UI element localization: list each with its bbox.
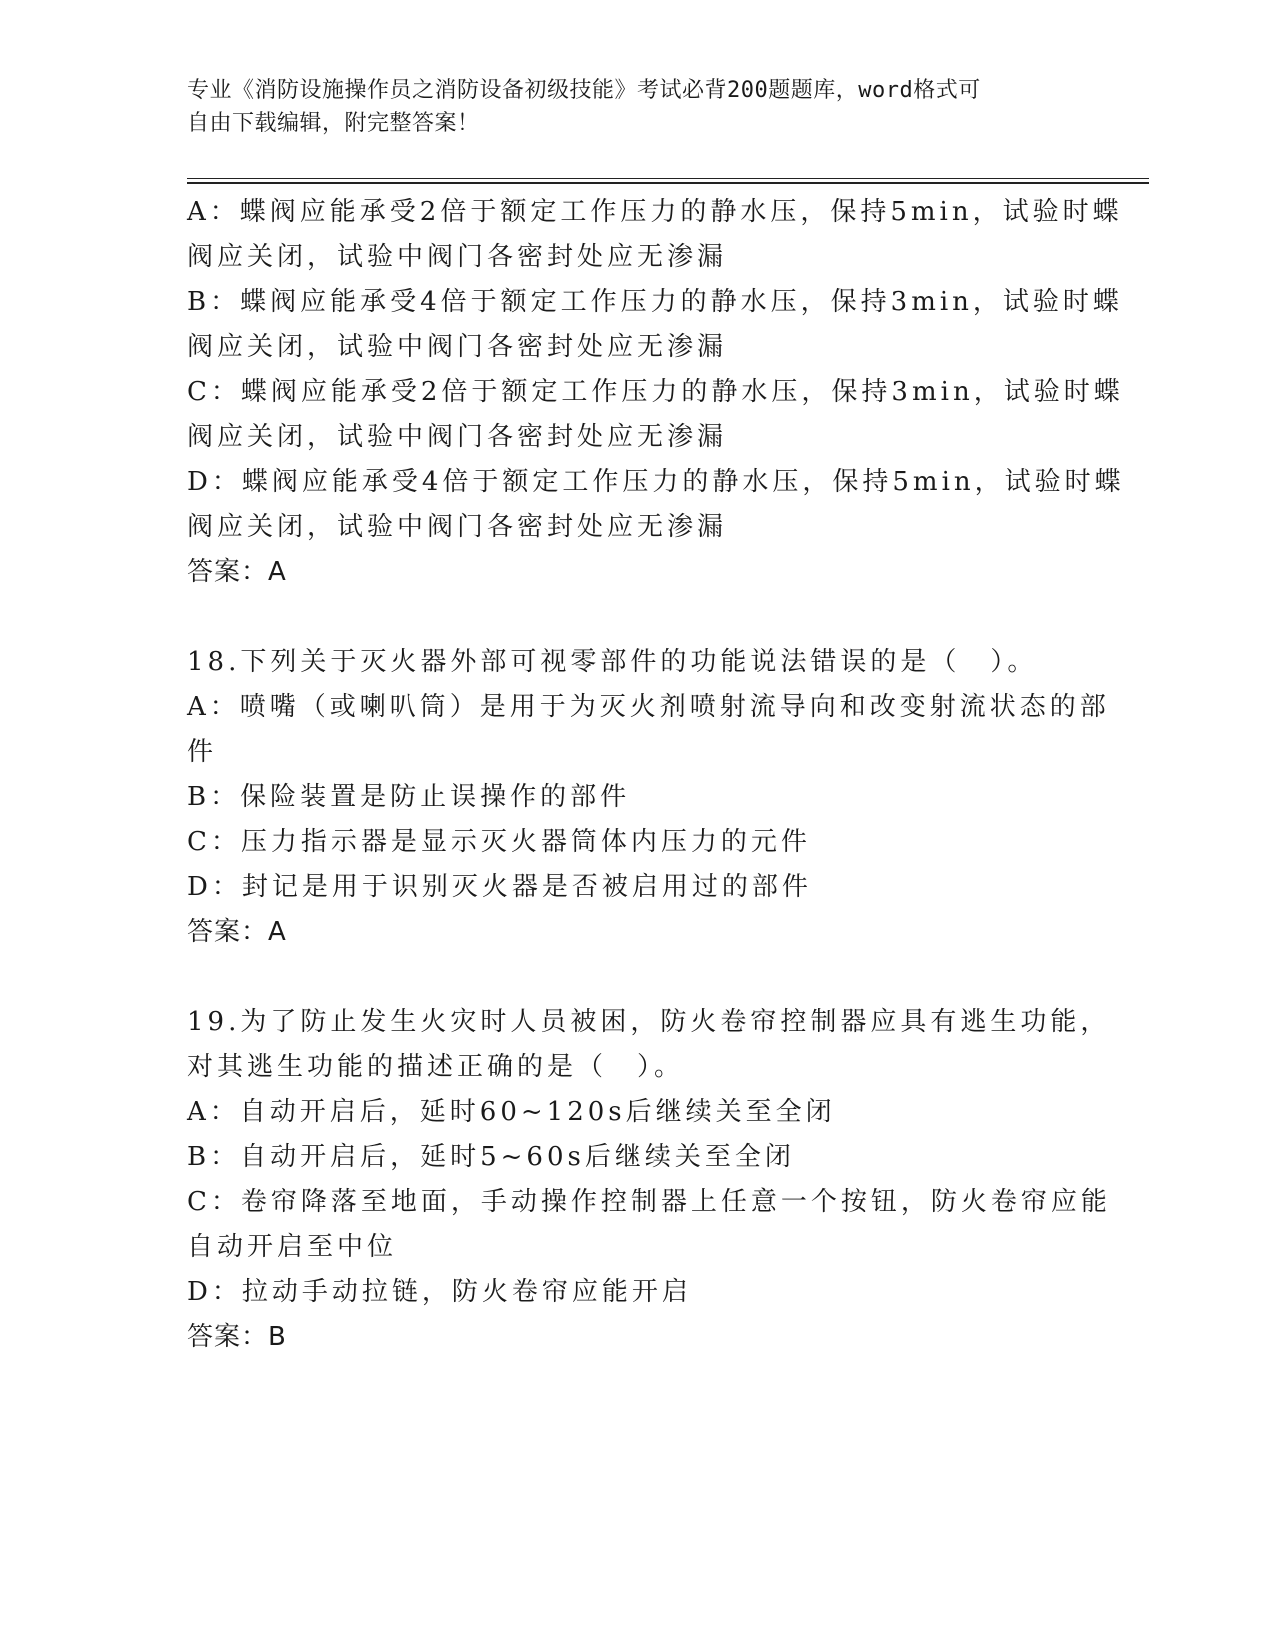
q17-option-b-line-1: B：蝶阀应能承受4倍于额定工作压力的静水压，保持3min，试验时蝶	[187, 287, 1123, 317]
q17-option-c-line-1: C：蝶阀应能承受2倍于额定工作压力的静水压，保持3min，试验时蝶	[187, 377, 1124, 407]
q18-option-a-line-1: A：喷嘴（或喇叭筒）是用于为灭火剂喷射流导向和改变射流状态的部	[187, 692, 1110, 722]
q17-option-b-line-2: 阀应关闭，试验中阀门各密封处应无渗漏	[187, 332, 728, 362]
q19-answer: 答案：B	[187, 1322, 287, 1352]
question-18	[187, 640, 1110, 955]
q19-question-line-2: 对其逃生功能的描述正确的是（ ）。	[187, 1052, 685, 1082]
header-line-1: 专业《消防设施操作员之消防设备初级技能》考试必背200题题库，word格式可	[187, 78, 981, 103]
header-line-2: 自由下载编辑，附完整答案！	[187, 111, 480, 136]
document-body	[187, 190, 1125, 1360]
q18-option-a-line-2: 件	[187, 737, 218, 767]
q19-option-c-line-1: C：卷帘降落至地面，手动操作控制器上任意一个按钮，防火卷帘应能	[187, 1187, 1111, 1217]
q17-answer: 答案：A	[187, 557, 287, 587]
q19-option-b: B：自动开启后，延时5~60s后继续关至全闭	[187, 1142, 795, 1172]
q17-option-d-line-2: 阀应关闭，试验中阀门各密封处应无渗漏	[187, 512, 728, 542]
q18-answer: 答案：A	[187, 917, 287, 947]
q19-option-a: A：自动开启后，延时60~120s后继续关至全闭	[187, 1097, 836, 1127]
question-19	[187, 1000, 1111, 1360]
question-17-options	[187, 190, 1125, 595]
header-divider	[187, 178, 1149, 184]
q17-option-a-line-1: A：蝶阀应能承受2倍于额定工作压力的静水压，保持5min，试验时蝶	[187, 197, 1123, 227]
q19-question-line-1: 19.为了防止发生火灾时人员被困，防火卷帘控制器应具有逃生功能，	[187, 1007, 1111, 1037]
q17-option-d-line-1: D：蝶阀应能承受4倍于额定工作压力的静水压，保持5min，试验时蝶	[187, 467, 1125, 497]
q17-option-a-line-2: 阀应关闭，试验中阀门各密封处应无渗漏	[187, 242, 728, 272]
q19-option-d: D：拉动手动拉链，防火卷帘应能开启	[187, 1277, 692, 1307]
page-header	[187, 74, 1087, 140]
q18-option-d: D：封记是用于识别灭火器是否被启用过的部件	[187, 872, 812, 902]
q18-question-text: 18.下列关于灭火器外部可视零部件的功能说法错误的是（ ）。	[187, 647, 1038, 677]
q19-option-c-line-2: 自动开启至中位	[187, 1232, 398, 1262]
q17-option-c-line-2: 阀应关闭，试验中阀门各密封处应无渗漏	[187, 422, 728, 452]
q18-option-b: B：保险装置是防止误操作的部件	[187, 782, 631, 812]
q18-option-c: C：压力指示器是显示灭火器筒体内压力的元件	[187, 827, 811, 857]
